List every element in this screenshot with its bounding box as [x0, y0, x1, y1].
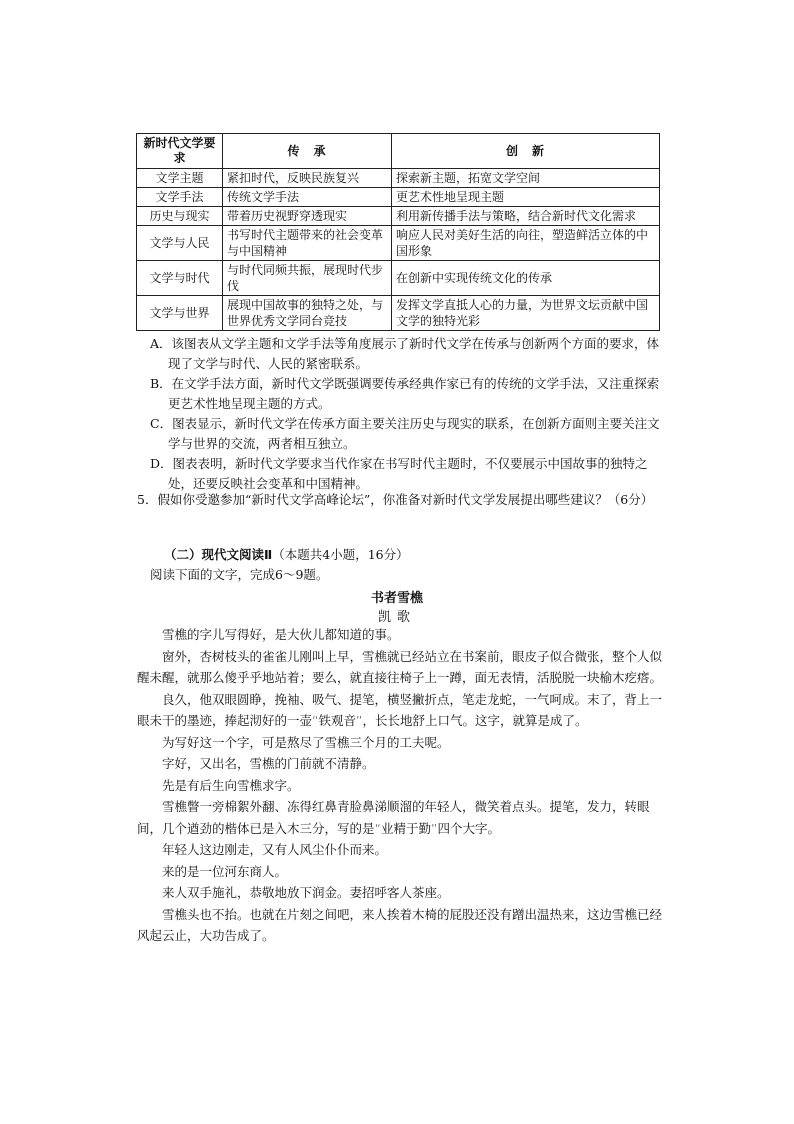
section-heading: [164, 545, 409, 565]
table-cell: 与时代同频共振，展现时代步伐: [223, 261, 392, 296]
story-paragraph: 年轻人这边刚走，又有人风尘仆仆而来。: [162, 842, 388, 857]
table-cell: 展现中国故事的独特之处，与世界优秀文学同台竞技: [223, 296, 392, 331]
table-cell: 在创新中实现传统文化的传承: [392, 261, 660, 296]
answer-options: [150, 334, 665, 494]
story-paragraph: 雪樵的字儿写得好，是大伙儿都知道的事。: [162, 627, 400, 642]
option-b: B．在文学手法方面，新时代文学既强调要传承经典作家已有的传统的文学手法，又注重探索更艺术性地呈现主题的方式。: [150, 376, 660, 411]
story-body: [137, 624, 665, 947]
literature-requirements-table: [136, 133, 660, 331]
question-5: 5．假如你受邀参加“新时代文学高峰论坛”，你准备对新时代文学发展提出哪些建议？（6分）: [137, 492, 654, 507]
story-paragraph: 来人双手施礼，恭敬地放下润金。妻招呼客人茶座。: [162, 885, 450, 900]
story-paragraph: 良久，他双眼圆睁，挽袖、吸气、提笔，横竖撇折点，笔走龙蛇，一气呵成。末了，背上一眼未干的墨迹，捧起沏好的一壶“铁观音”，长长地舒上口气。这字，就算是成了。: [137, 691, 663, 728]
table-cell: 更艺术性地呈现主题: [392, 188, 660, 207]
story-paragraph: 先是有后生向雪樵求字。: [162, 777, 300, 793]
table-cell: 历史与现实: [137, 207, 223, 226]
table-header-row: [137, 134, 660, 169]
option-c: C．图表显示，新时代文学在传承方面主要关注历史与现实的联系，在创新方面则主要关注文学与世界的交流，两者相互独立。: [150, 416, 660, 451]
story-paragraph: 窗外，杏树枝头的雀雀儿刚叫上早，雪樵就已经站立在书案前，眼皮子似合微张，整个人似醒未醒，就那么傻乎乎地站着；要么，就直接往椅子上一蹲，面无表情，活脱脱一块榆木疙瘩。: [137, 648, 663, 685]
table-cell: 紧扣时代，反映民族复兴: [223, 169, 392, 188]
section-note: （本题共4小题，16分）: [272, 547, 409, 562]
story-paragraph: 雪樵瞥一旁棉絮外翻、冻得红鼻青脸鼻涕顺溜的年轻人，微笑着点头。提笔，发力，转眼间，几个遒劲的楷体已是入木三分，写的是“业精于勤”四个大字。: [137, 799, 650, 836]
story-paragraph: 字好，又出名，雪樵的门前就不清静。: [162, 756, 375, 771]
section-title: （二）现代文阅读Ⅱ: [164, 547, 273, 562]
table-cell: 文学与人民: [137, 226, 223, 261]
table-row: [137, 188, 660, 207]
story-paragraph: 来的是一位河东商人。: [162, 863, 288, 879]
table-cell: 带着历史视野穿透现实: [223, 207, 392, 226]
story-title: 书者雪樵: [370, 591, 423, 606]
option-d: D．图表表明，新时代文学要求当代作家在书写时代主题时，不仅要展示中国故事的独特之处，还要反映社会变革和中国精神。: [150, 456, 648, 491]
header-requirement: 新时代文学要求: [137, 134, 223, 169]
table-cell: 文学与世界: [137, 296, 223, 331]
table-row: [137, 226, 660, 261]
table-row: [137, 169, 660, 188]
table-cell: 文学与时代: [137, 261, 223, 296]
table-cell: 响应人民对美好生活的向往，塑造鲜活立体的中国形象: [392, 226, 660, 261]
section-instruction: 阅读下面的文字，完成6～9题。: [150, 567, 329, 582]
table-cell: 发挥文学直抵人心的力量，为世界文坛贡献中国文学的独特光彩: [392, 296, 660, 331]
table-row: [137, 207, 660, 226]
table-row: [137, 261, 660, 296]
option-a: A．该图表从文学主题和文学手法等角度展示了新时代文学在传承与创新两个方面的要求，体现了文学与时代、人民的紧密联系。: [150, 336, 660, 371]
table-cell: 传统文学手法: [223, 188, 392, 207]
table-cell: 文学主题: [137, 169, 223, 188]
table-cell: 探索新主题，拓宽文学空间: [392, 169, 660, 188]
table-row: [137, 296, 660, 331]
story-paragraph: 雪樵头也不抬。也就在片刻之间吧，来人挨着木椅的屁股还没有蹭出温热来，这边雪樵已经风起云止，大功告成了。: [137, 906, 663, 943]
table-cell: 利用新传播手法与策略，结合新时代文化需求: [392, 207, 660, 226]
story-author: 凯歌: [377, 610, 416, 625]
table-cell: 文学手法: [137, 188, 223, 207]
header-innovate: 创 新: [392, 134, 660, 169]
story-paragraph: 为写好这一个字，可是熬尽了雪樵三个月的工夫呢。: [162, 734, 450, 750]
table-cell: 书写时代主题带来的社会变革与中国精神: [223, 226, 392, 261]
header-inherit: 传 承: [223, 134, 392, 169]
